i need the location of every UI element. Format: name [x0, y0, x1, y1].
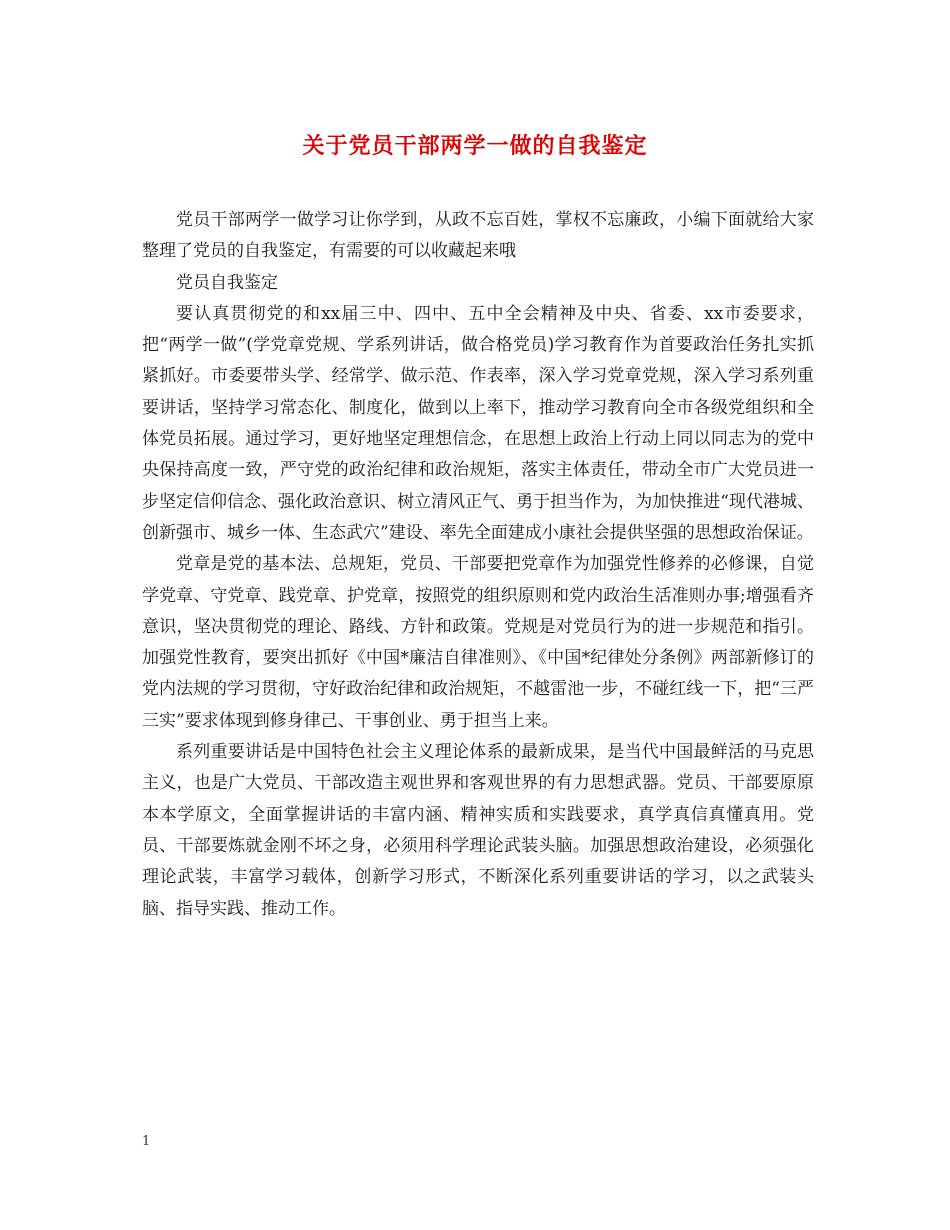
document-body: [142, 205, 814, 925]
paragraph-intro: 党员干部两学一做学习让你学到，从政不忘百姓，掌权不忘廉政，小编下面就给大家整理了党员的自我鉴定，有需要的可以收藏起来哦: [142, 210, 814, 262]
paragraph-party-constitution: 党章是党的基本法、总规矩，党员、干部要把党章作为加强党性修养的必修课，自觉学党章、守党章、践党章、护党章，按照党的组织原则和党内政治生活准则办事;增强看齐意识，坚决贯彻党的理论、路线、方针和政策。党规是对党员行为的进一步规范和指引。加强党性教育，要突出抓好《中国*廉洁自律准则》、《中国*纪律处分条例》两部新修订的党内法规的学习贯彻，守好政治纪律和政治规矩，不越雷池一步，不碰红线一下，把“三严三实”要求体现到修身律己、干事创业、勇于担当上来。: [142, 554, 814, 731]
document-title: 关于党员干部两学一做的自我鉴定: [302, 133, 648, 159]
paragraph-section-heading: 党员自我鉴定: [176, 272, 278, 293]
page-number: 1: [142, 1134, 151, 1149]
paragraph-study-requirements: 要认真贯彻党的和xx届三中、四中、五中全会精神及中央、省委、xx市委要求，把“两学一做”(学党章党规、学系列讲话，做合格党员)学习教育作为首要政治任务扎实抓紧抓好。市委要带头学、经常学、做示范、作表率，深入学习党章党规，深入学习系列重要讲话，坚持学习常态化、制度化，做到以上率下，推动学习教育向全市各级党组织和全体党员拓展。通过学习，更好地坚定理想信念，在思想上政治上行动上同以同志为的党中央保持高度一致，严守党的政治纪律和政治规矩，落实主体责任，带动全市广大党员进一步坚定信仰信念、强化政治意识、树立清风正气、勇于担当作为，为加快推进“现代港城、创新强市、城乡一体、生态武穴”建设、率先全面建成小康社会提供坚强的思想政治保证。: [142, 303, 814, 543]
paragraph-important-speeches: 系列重要讲话是中国特色社会主义理论体系的最新成果，是当代中国最鲜活的马克思主义，也是广大党员、干部改造主观世界和客观世界的有力思想武器。党员、干部要原原本本学原文，全面掌握讲话的丰富内涵、精神实质和实践要求，真学真信真懂真用。党员、干部要炼就金刚不坏之身，必须用科学理论武装头脑。加强思想政治建设，必须强化理论武装，丰富学习载体，创新学习形式，不断深化系列重要讲话的学习，以之武装头脑、指导实践、推动工作。: [142, 742, 814, 919]
